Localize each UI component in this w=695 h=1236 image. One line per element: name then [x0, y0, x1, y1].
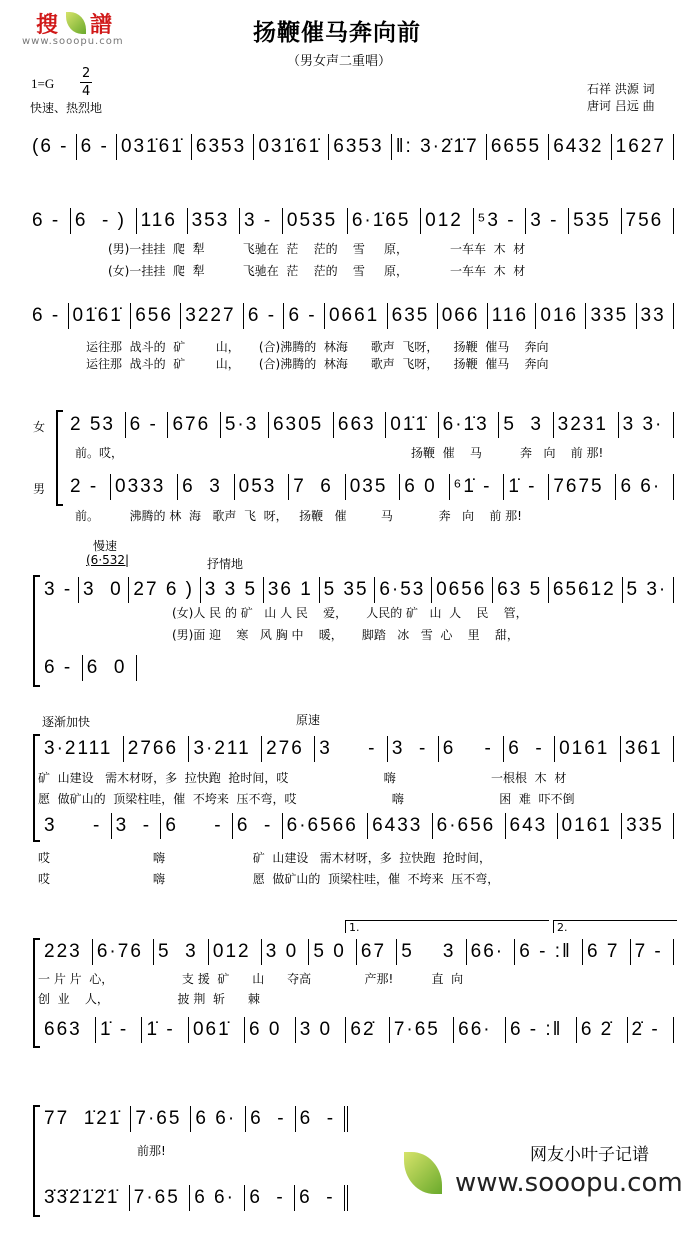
measure: 053 — [234, 474, 289, 500]
volta-1-label: 1. — [349, 921, 360, 934]
staff-row-male — [40, 1017, 674, 1043]
measure: 3 - — [239, 208, 282, 234]
measure: 6 0 — [399, 474, 448, 500]
measure: 1̇ - — [503, 474, 548, 500]
measure: 3 0 — [78, 577, 128, 603]
measure: 27 6 ) — [128, 577, 199, 603]
lyric-line: 创 业 人， 披 荆 斩 棘 — [38, 992, 260, 1006]
measure: 6 - — [244, 1185, 294, 1211]
measure: 6 - — [243, 303, 284, 329]
barline — [673, 577, 674, 603]
measure: 6 - — [503, 736, 554, 762]
measure: 2766 — [123, 736, 189, 762]
staff-row-male — [66, 474, 674, 500]
measure: (6 - — [32, 136, 69, 157]
composer: 唐诃 吕远 曲 — [587, 99, 655, 113]
measure: ⁶1̇ - — [449, 474, 504, 500]
barline — [673, 813, 674, 839]
measure: 3·2111 — [44, 738, 113, 759]
barline — [136, 655, 137, 681]
volta-2 — [553, 920, 677, 933]
measure: 6·656 — [432, 813, 505, 839]
staff-row-male — [40, 1185, 352, 1211]
measure: 1̇ - — [141, 1017, 187, 1043]
measure: 035 — [345, 474, 400, 500]
measure: 353 — [187, 208, 239, 234]
measure: 0161 — [557, 813, 622, 839]
staff-row-male — [40, 655, 137, 681]
time-sig-line — [80, 82, 92, 83]
measure: 66· — [466, 939, 515, 965]
measure: 7·65 — [130, 1106, 190, 1132]
measure: 3 0 — [295, 1017, 346, 1043]
lyric-line: (女)一挂挂 爬 犁 飞驰在 茫 茫的 雪 原， 一车车 木 材 — [108, 264, 526, 278]
barline — [673, 134, 674, 160]
measure: 7675 — [548, 474, 615, 500]
lyric-line: 运往那 战斗的 矿 山， (合)沸腾的 林海 歌声 飞呀， 扬鞭 催马 奔向 — [86, 340, 549, 354]
measure: 7 - — [630, 939, 673, 965]
measure: 0161 — [554, 736, 620, 762]
measure: 116 — [487, 303, 536, 329]
measure: 6655 — [486, 134, 548, 160]
leaf-icon — [404, 1152, 442, 1194]
system-bracket — [56, 410, 63, 506]
measure: 066 — [437, 303, 487, 329]
part-label-male: 男 — [33, 482, 46, 496]
measure: 6 - — [438, 736, 503, 762]
measure: 6 - — [125, 412, 168, 438]
measure: 6 0 — [82, 655, 136, 681]
leaf-icon — [66, 12, 86, 34]
measure: 3·211 — [188, 736, 261, 762]
lyric-line: 愿 做矿山的 顶梁柱哇，催 不垮来 压不弯，哎 嗨 困 难 吓不倒 — [38, 792, 575, 806]
song-subtitle: （男女声二重唱） — [287, 54, 392, 69]
measure: 012 — [208, 939, 261, 965]
measure: 0535 — [282, 208, 347, 234]
measure: 7 6 — [288, 474, 345, 500]
measure: 1̇ - — [95, 1017, 141, 1043]
measure: 5 35 — [319, 577, 375, 603]
measure: 3227 — [180, 303, 243, 329]
staff-row-3 — [28, 303, 674, 329]
measure: 012 — [420, 208, 472, 234]
tempo-lyrical: 抒情地 — [207, 557, 244, 571]
measure: 3 3 5 — [200, 577, 263, 603]
measure: 5·3 — [220, 412, 268, 438]
measure: 65612 — [548, 577, 622, 603]
measure: 6 - ) — [70, 208, 136, 234]
measure: 663 — [44, 1019, 82, 1040]
measure: 6 0 — [244, 1017, 295, 1043]
measure: 3 - — [525, 208, 568, 234]
measure: 6 - — [76, 134, 116, 160]
barline — [344, 1185, 352, 1211]
lyric-line: 哎 嗨 愿 做矿山的 顶梁柱哇，催 不垮来 压不弯， — [38, 872, 500, 886]
measure: 5 0 — [308, 939, 356, 965]
lyric-line: 前那! — [137, 1144, 166, 1158]
measure: 6 - :‖ — [505, 1017, 576, 1043]
measure: 3 - — [44, 815, 102, 836]
intro-phrase: (6·532| — [86, 553, 130, 567]
measure: 6 3 — [177, 474, 234, 500]
measure: 276 — [261, 736, 314, 762]
measure: 6 - — [283, 303, 324, 329]
key-signature: 1=G — [31, 76, 55, 91]
lyric-line: 前。哎， — [75, 446, 124, 460]
measure: 3 - — [111, 813, 161, 839]
measure: 5 3 — [396, 939, 465, 965]
measure: 2̇ - — [627, 1017, 673, 1043]
measure: 5 3 — [498, 412, 552, 438]
measure: 6353 — [191, 134, 253, 160]
logo-char-sou: 搜 — [36, 12, 59, 38]
measure: 6433 — [367, 813, 432, 839]
barline — [673, 208, 674, 234]
measure: 016 — [535, 303, 585, 329]
part-label-female: 女 — [33, 420, 46, 434]
staff-row-female — [40, 1106, 352, 1132]
measure: 33 — [636, 303, 674, 329]
measure: 6 2̇ — [576, 1017, 627, 1043]
measure: 0656 — [431, 577, 492, 603]
tempo-accel: 逐渐加快 — [42, 715, 91, 729]
measure: 6432 — [548, 134, 610, 160]
system-bracket — [33, 575, 40, 687]
measure: 7·65 — [129, 1185, 189, 1211]
tempo-slow: 慢速 — [93, 539, 118, 553]
measure: 6 6· — [615, 474, 673, 500]
measure: 6 - — [245, 1106, 294, 1132]
volta-2-label: 2. — [557, 921, 568, 934]
measure: 535 — [568, 208, 620, 234]
staff-row-female — [40, 577, 674, 603]
barline — [673, 736, 674, 762]
barline — [673, 1017, 674, 1043]
measure: 36 1 — [263, 577, 319, 603]
staff-row-2 — [28, 208, 674, 234]
measure: 361 — [620, 736, 673, 762]
measure: ‖: 3·2̇1̇7 — [391, 134, 486, 160]
measure: 2 - — [70, 476, 99, 497]
time-sig-bottom: 4 — [82, 84, 91, 99]
measure: 6·76 — [92, 939, 153, 965]
barline — [673, 412, 674, 438]
measure: 67 — [356, 939, 396, 965]
measure: 335 — [621, 813, 673, 839]
measure: 6305 — [268, 412, 333, 438]
measure: 6 7 — [582, 939, 630, 965]
measure: 5 3 — [153, 939, 208, 965]
measure: 5 3· — [622, 577, 674, 603]
measure: 031̇61̇ — [116, 134, 191, 160]
lyric-line: 矿 山建设 需木材呀，多 拉快跑 抢时间，哎 嗨 一根根 木 材 — [38, 771, 567, 785]
transcriber-credit: 网友小叶子记谱 — [530, 1145, 649, 1165]
system-bracket — [33, 734, 40, 842]
measure: 6·1̇3 — [438, 412, 499, 438]
lyric-line: (男)一挂挂 爬 犁 飞驰在 茫 茫的 雪 原， 一车车 木 材 — [108, 242, 526, 256]
time-sig-top: 2 — [82, 66, 91, 81]
barline — [673, 303, 674, 329]
staff-row-male — [40, 813, 674, 839]
lyric-line: 一 片 片 心， 支 援 矿 山 夺高 产那! 直 向 — [38, 972, 464, 986]
measure: 6 - — [294, 1185, 344, 1211]
measure: 3 - — [314, 736, 387, 762]
volta-1 — [345, 920, 549, 933]
measure: 3̇3̇2̇1̇2̇1̇ — [44, 1187, 120, 1208]
staff-row-female — [66, 412, 674, 438]
measure: 0661 — [324, 303, 387, 329]
staff-row-1 — [28, 134, 674, 160]
measure: ⁵3 - — [473, 208, 526, 234]
system-bracket — [33, 1105, 40, 1217]
measure: 116 — [136, 208, 187, 234]
measure: 66· — [453, 1017, 505, 1043]
measure: 6·6566 — [282, 813, 367, 839]
staff-row-female — [40, 939, 674, 965]
measure: 6 - — [232, 813, 282, 839]
measure: 335 — [585, 303, 635, 329]
song-title: 扬鞭催马奔向前 — [253, 19, 421, 46]
lyric-line: 运往那 战斗的 矿 山， (合)沸腾的 林海 歌声 飞呀， 扬鞭 催马 奔向 — [86, 357, 549, 371]
measure: 3 - — [387, 736, 438, 762]
measure: 63 5 — [492, 577, 548, 603]
lyric-line: (女)人 民 的 矿 山 人 民 爱， 人民的 矿 山 人 民 管， — [172, 606, 528, 620]
measure: 635 — [387, 303, 437, 329]
logo-char-pu: 譜 — [90, 12, 113, 38]
lyric-line: (男)面 迎 寒 风 胸 中 暖， 脚踏 冰 雪 心 里 甜， — [172, 628, 519, 642]
barline — [344, 1106, 352, 1132]
barline — [673, 474, 674, 500]
measure: 6 - — [295, 1106, 344, 1132]
measure: 6 - :‖ — [514, 939, 582, 965]
lyric-line: 前。 沸腾的 林 海 歌声 飞 呀， 扬鞭 催 马 奔 向 前 那! — [75, 509, 522, 523]
measure: 01̇1̇ — [385, 412, 437, 438]
measure: 1627 — [611, 134, 673, 160]
staff-row-female — [40, 736, 674, 762]
footer-url[interactable]: www.sooopu.com — [455, 1168, 683, 1198]
lyric-line: 扬鞭 催 马 奔 向 前 那! — [411, 446, 604, 460]
measure: 6·53 — [374, 577, 431, 603]
logo-url: www.sooopu.com — [22, 36, 124, 47]
measure: 6 - — [32, 210, 61, 231]
lyricist: 石祥 洪源 词 — [587, 82, 655, 96]
measure: 663 — [333, 412, 385, 438]
measure: 01̇61̇ — [68, 303, 131, 329]
tempo-marking: 快速、热烈地 — [30, 101, 103, 115]
measure: 2 53 — [70, 414, 115, 435]
measure: 676 — [167, 412, 219, 438]
tempo-a-tempo: 原速 — [296, 713, 321, 727]
measure: 031̇61̇ — [253, 134, 328, 160]
measure: 061̇ — [188, 1017, 244, 1043]
measure: 7·65 — [389, 1017, 453, 1043]
measure: 6 6· — [190, 1106, 245, 1132]
measure: 6353 — [328, 134, 390, 160]
measure: 643 — [505, 813, 557, 839]
measure: 6 - — [44, 657, 73, 678]
barline — [673, 939, 674, 965]
measure: 6·1̇65 — [347, 208, 420, 234]
lyric-line: 哎 嗨 矿 山建设 需木材呀，多 拉快跑 抢时间， — [38, 851, 492, 865]
measure: 62̇ — [345, 1017, 388, 1043]
measure: 6 6· — [189, 1185, 244, 1211]
measure: 0333 — [110, 474, 177, 500]
measure: 223 — [44, 941, 82, 962]
measure: 6 - — [160, 813, 232, 839]
measure: 3 3· — [618, 412, 673, 438]
measure: 77 1̇21̇ — [44, 1108, 122, 1129]
measure: 656 — [130, 303, 180, 329]
measure: 6 - — [32, 305, 61, 326]
measure: 3 0 — [261, 939, 309, 965]
measure: 3231 — [553, 412, 618, 438]
measure: 756 — [621, 208, 673, 234]
measure: 3 - — [44, 579, 73, 600]
